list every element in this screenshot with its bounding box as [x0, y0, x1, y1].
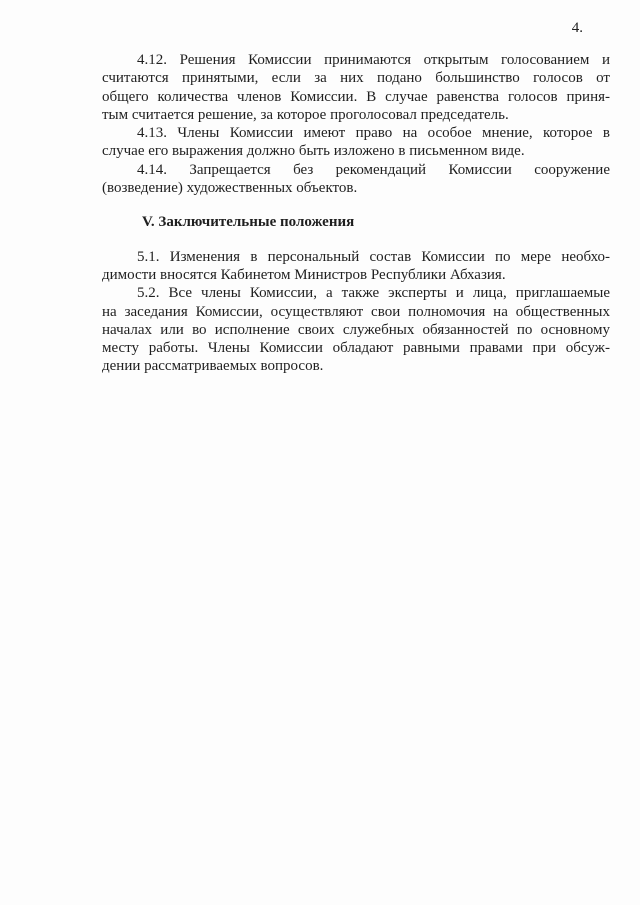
document-body [102, 51, 610, 376]
paragraph-4-14 [102, 161, 610, 198]
paragraph-4-13 [102, 124, 610, 161]
text-line: месту работы. Члены Комиссии обладают равными правами при обсуж- [102, 340, 610, 357]
section-heading-final-provisions: V. Заключительные положения [142, 214, 355, 231]
text-line: 5.1. Изменения в персональный состав Комиссии по мере необхо- [137, 248, 610, 265]
paragraph-5-1 [102, 248, 610, 285]
text-line: 4.14. Запрещается без рекомендаций Комиссии сооружение [137, 161, 610, 178]
text-line: 4.13. Члены Комиссии имеют право на особое мнение, которое в [137, 125, 610, 142]
text-line: на заседания Комиссии, осуществляют свои полномочия на общественных [102, 303, 610, 320]
text-line: считаются принятыми, если за них подано большинство голосов от [102, 70, 610, 87]
text-line: началах или во исполнение своих служебных обязанностей по основному [102, 321, 610, 338]
text-line: тым считается решение, за которое проголосовал председатель. [102, 106, 509, 123]
text-line: случае его выражения должно быть изложено в письменном виде. [102, 143, 525, 160]
paragraph-4-12 [102, 51, 610, 124]
text-line: общего количества членов Комиссии. В случае равенства голосов приня- [102, 88, 610, 105]
section-final-provisions [102, 248, 610, 376]
text-line: дении рассматриваемых вопросов. [102, 358, 324, 375]
text-line: 5.2. Все члены Комиссии, а также эксперты и лица, приглашаемые [137, 285, 610, 302]
paragraph-5-2 [102, 284, 610, 375]
text-line: 4.12. Решения Комиссии принимаются открытым голосованием и [137, 52, 610, 68]
text-line: димости вносятся Кабинетом Министров Республики Абхазия. [102, 266, 506, 283]
text-line: (возведение) художественных объектов. [102, 180, 358, 197]
page-number: 4. [571, 20, 583, 36]
